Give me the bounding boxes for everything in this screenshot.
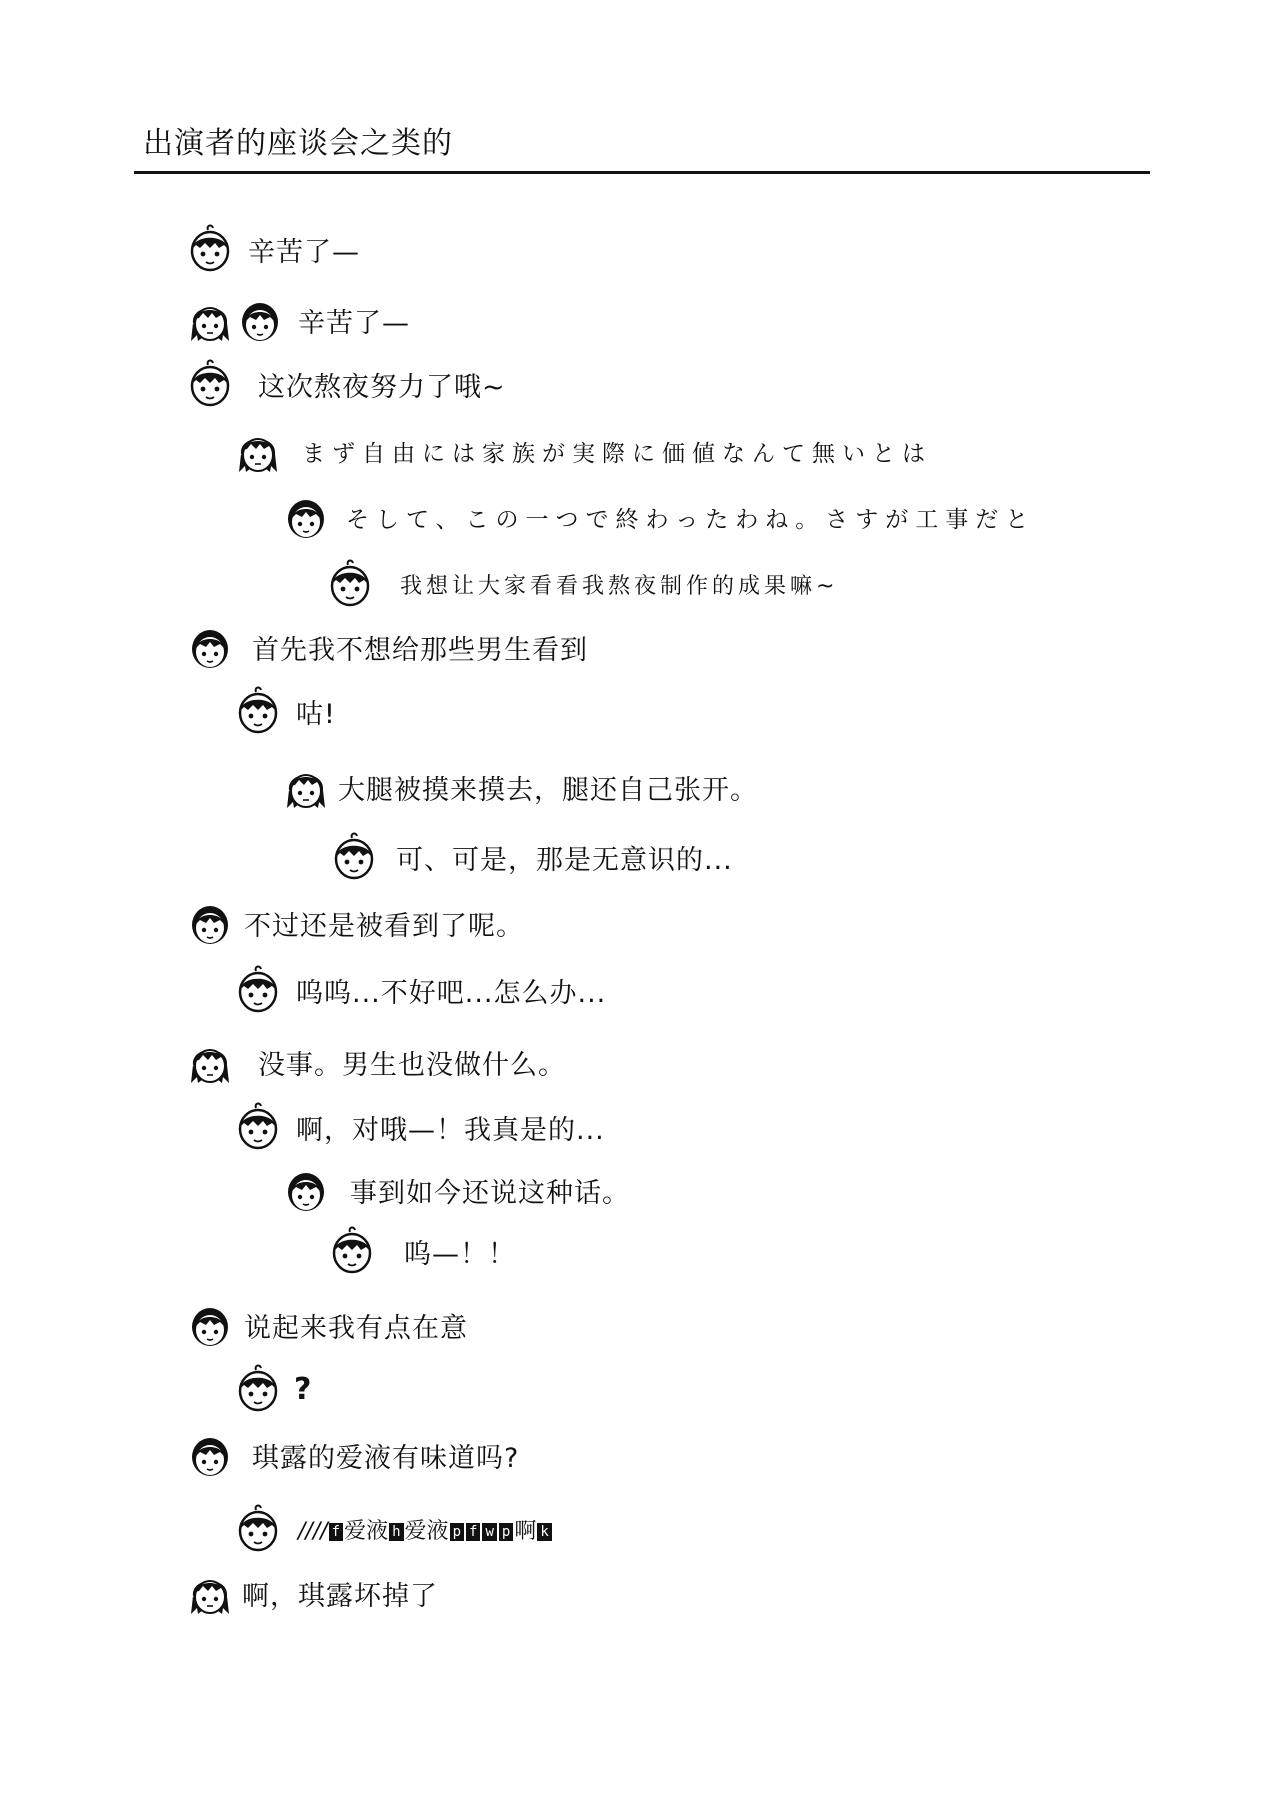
chara-b-icon bbox=[188, 1037, 232, 1087]
dialogue-line bbox=[188, 1568, 438, 1618]
chara-c-icon bbox=[188, 1300, 232, 1350]
glitch-box: p bbox=[499, 1523, 513, 1541]
dialogue-text: そして、この一つで終わったわね。さすが工事だと bbox=[346, 506, 1036, 533]
dialogue-text: 啊，对哦—！我真是的... bbox=[296, 1114, 605, 1146]
chara-c-icon bbox=[188, 622, 232, 672]
chara-a-icon bbox=[236, 1504, 280, 1554]
dialogue-line bbox=[188, 622, 588, 672]
glitch-box: k bbox=[537, 1523, 551, 1541]
dialogue-line bbox=[236, 426, 932, 476]
page-title: 出演者的座谈会之类的 bbox=[143, 126, 453, 161]
chara-a-icon bbox=[328, 559, 372, 609]
dialogue-line bbox=[284, 762, 758, 812]
dialogue-line bbox=[284, 492, 1035, 542]
dialogue-text: 呜呜...不好吧...怎么办... bbox=[296, 977, 607, 1009]
chara-a-icon bbox=[332, 832, 376, 882]
dialogue-text: まず自由には家族が実際に価値なんて無いとは bbox=[302, 440, 932, 467]
chara-c-icon bbox=[188, 898, 232, 948]
dialogue-text: 辛苦了— bbox=[298, 307, 410, 339]
dialogue-line bbox=[236, 965, 606, 1015]
dialogue-line bbox=[236, 1364, 312, 1414]
glitch-box: p bbox=[450, 1523, 464, 1541]
chara-a-icon bbox=[188, 224, 232, 274]
dialogue-text: 啊，琪露坏掉了 bbox=[242, 1580, 438, 1612]
dialogue-line bbox=[330, 1226, 516, 1276]
chara-a-icon bbox=[236, 965, 280, 1015]
chara-a-icon bbox=[188, 359, 232, 409]
dialogue-line bbox=[236, 1102, 605, 1152]
dialogue-line bbox=[188, 898, 524, 948]
dialogue-line bbox=[188, 1300, 468, 1350]
chara-a-icon bbox=[236, 686, 280, 736]
dialogue-text: 没事。男生也没做什么。 bbox=[258, 1049, 566, 1081]
glitch-box: w bbox=[482, 1523, 496, 1541]
chara-b-icon bbox=[284, 762, 328, 812]
dialogue-line bbox=[188, 295, 410, 345]
chara-c-icon bbox=[284, 1165, 328, 1215]
dialogue-line bbox=[236, 1504, 553, 1554]
dialogue-line bbox=[236, 686, 336, 736]
dialogue-text: 事到如今还说这种话。 bbox=[350, 1177, 630, 1209]
chara-c-icon bbox=[188, 1430, 232, 1480]
dialogue-text bbox=[298, 1514, 553, 1545]
chara-b-icon bbox=[188, 295, 232, 345]
dialogue-text: 说起来我有点在意 bbox=[244, 1312, 468, 1344]
chara-c-icon bbox=[284, 492, 328, 542]
chara-b-icon bbox=[188, 1568, 232, 1618]
dialogue-line bbox=[188, 1430, 519, 1480]
dialogue-text: ? bbox=[294, 1371, 313, 1407]
dialogue-text: 辛苦了— bbox=[248, 236, 360, 268]
chara-a-icon bbox=[236, 1364, 280, 1414]
glitch-word: 爱液 bbox=[404, 1518, 449, 1544]
dialogue-line bbox=[188, 1037, 566, 1087]
dialogue-text: 不过还是被看到了呢。 bbox=[244, 910, 524, 942]
dialogue-line bbox=[332, 832, 733, 882]
chara-a-icon bbox=[330, 1226, 374, 1276]
dialogue-line bbox=[328, 559, 838, 609]
dialogue-line bbox=[284, 1165, 630, 1215]
chara-c-icon bbox=[238, 295, 282, 345]
chara-b-icon bbox=[236, 426, 280, 476]
glitch-box: h bbox=[389, 1523, 403, 1541]
dialogue-text: 可、可是，那是无意识的... bbox=[396, 844, 733, 876]
glitch-box: f bbox=[329, 1523, 343, 1541]
dialogue-text: 我想让大家看看我熬夜制作的成果嘛~ bbox=[400, 573, 839, 599]
dialogue-line bbox=[188, 224, 360, 274]
dialogue-text: 呜—！！ bbox=[404, 1238, 516, 1270]
title-divider bbox=[134, 171, 1150, 174]
chara-a-icon bbox=[236, 1102, 280, 1152]
dialogue-line bbox=[188, 359, 506, 409]
dialogue-text: 首先我不想给那些男生看到 bbox=[252, 634, 588, 666]
dialogue-text: 大腿被摸来摸去，腿还自己张开。 bbox=[338, 774, 758, 806]
dialogue-text: 琪露的爱液有味道吗? bbox=[252, 1442, 520, 1474]
glitch-word: 啊 bbox=[514, 1518, 537, 1544]
glitch-slashes: //// bbox=[298, 1518, 328, 1544]
dialogue-text: 咕! bbox=[296, 698, 336, 730]
glitch-word: 爱液 bbox=[344, 1518, 389, 1544]
dialogue-text: 这次熬夜努力了哦~ bbox=[258, 371, 506, 403]
glitch-box: f bbox=[466, 1523, 480, 1541]
